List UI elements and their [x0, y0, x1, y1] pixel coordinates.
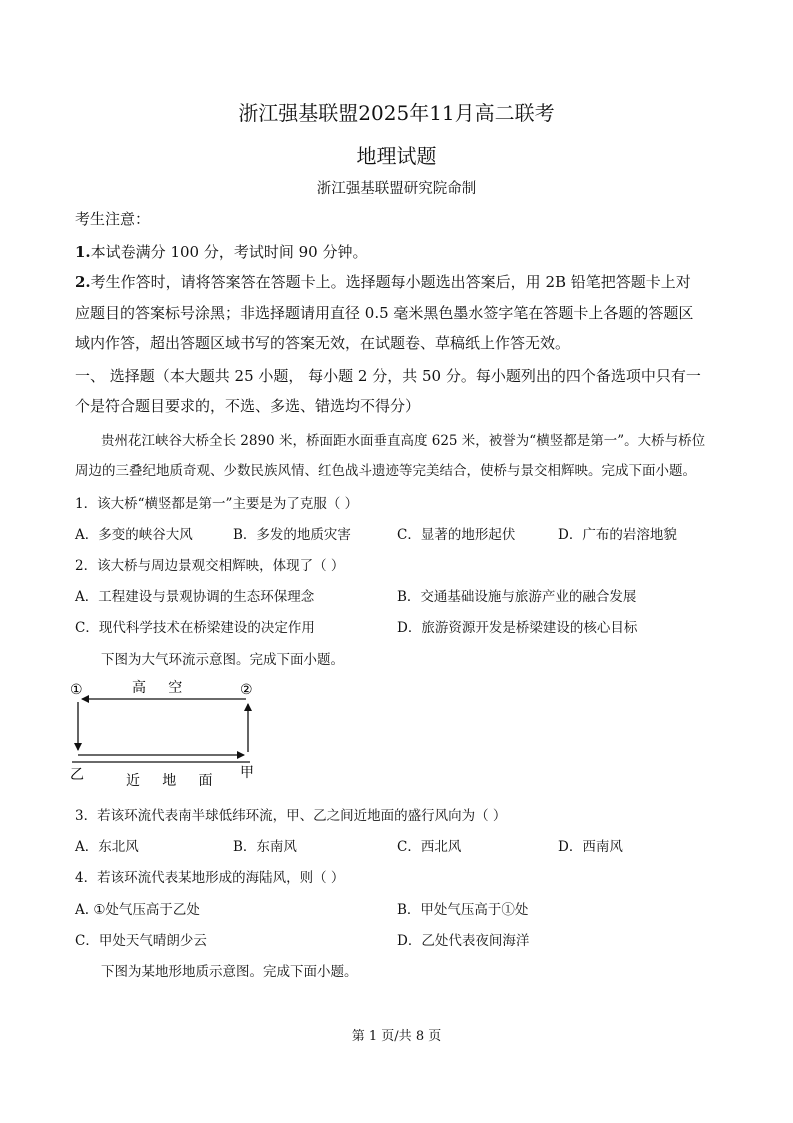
circulation-intro: 下图为大气环流示意图。完成下面小题。 [101, 652, 344, 668]
upper-air-label: 高 空 [132, 680, 183, 696]
notice-item-2-number: 2. [75, 273, 91, 291]
page-footer: 第 1 页/共 8 页 [351, 1029, 442, 1044]
question-3-stem: 3．若该环流代表南半球低纬环流，甲、乙之间近地面的盛行风向为（ ） [75, 808, 507, 824]
notice-item-1-number: 1. [75, 243, 91, 261]
section-1-heading-line-1: 一、 选择题（本大题共 25 小题， 每小题 2 分，共 50 分。每小题列出的四个备选项中只有一 [75, 367, 701, 385]
geology-intro: 下图为某地形地质示意图。完成下面小题。 [101, 964, 358, 980]
point-jia-label: 甲 [240, 765, 254, 781]
question-1-option-d[interactable]: D．广布的岩溶地貌 [558, 527, 677, 543]
exam-title: 浙江强基联盟2025年11月高二联考 [238, 101, 555, 125]
exam-subtitle: 地理试题 [356, 144, 437, 168]
point-yi-label: 乙 [70, 767, 84, 783]
question-1-option-c[interactable]: C．显著的地形起伏 [397, 527, 516, 543]
notice-item-2-line-1: 考生作答时，请将答案答在答题卡上。选择题每小题选出答案后，用 2B 铅笔把答题卡上对 [90, 273, 691, 291]
notice-item-2-line-2: 应题目的答案标号涂黑；非选择题请用直径 0.5 毫米黑色墨水签字笔在答题卡上各题的答题区 [75, 304, 694, 322]
question-3-option-b[interactable]: B．东南风 [233, 839, 297, 855]
question-4-option-d[interactable]: D．乙处代表夜间海洋 [397, 933, 530, 949]
exam-setter: 浙江强基联盟研究院命制 [316, 181, 477, 197]
notice-item-2 [75, 271, 691, 292]
question-2-option-d[interactable]: D．旅游资源开发是桥梁建设的核心目标 [397, 620, 638, 636]
question-4-stem: 4．若该环流代表某地形成的海陆风，则（ ） [75, 870, 345, 886]
notice-item-1-text: 本试卷满分 100 分，考试时间 90 分钟。 [90, 243, 368, 261]
question-4-option-a[interactable]: A. ①处气压高于乙处 [75, 902, 200, 918]
section-1-heading-line-2: 个是符合题目要求的，不选、多选、错选均不得分） [75, 397, 421, 415]
question-1-option-b[interactable]: B．多发的地质灾害 [233, 527, 351, 543]
question-2-option-a[interactable]: A．工程建设与景观协调的生态环保理念 [75, 589, 315, 605]
question-1-option-a[interactable]: A．多变的峡谷大风 [75, 527, 193, 543]
question-2-stem: 2．该大桥与周边景观交相辉映，体现了（ ） [75, 558, 345, 574]
notice-item-2-line-3: 域内作答，超出答题区域书写的答案无效，在试题卷、草稿纸上作答无效。 [75, 334, 571, 352]
question-3-option-d[interactable]: D．西南风 [558, 839, 623, 855]
question-3-option-c[interactable]: C．西北风 [397, 839, 462, 855]
point-2-label: ② [240, 682, 253, 698]
point-1-label: ① [70, 682, 83, 698]
question-2-option-b[interactable]: B．交通基础设施与旅游产业的融合发展 [397, 589, 637, 605]
question-1-stem: 1．该大桥“横竖都是第一”主要是为了克服（ ） [75, 496, 359, 512]
question-4-option-b[interactable]: B．甲处气压高于①处 [397, 902, 529, 918]
atmospheric-circulation-diagram [60, 672, 280, 792]
question-2-option-c[interactable]: C．现代科学技术在桥梁建设的决定作用 [75, 620, 315, 636]
passage-1-line-1: 贵州花江峡谷大桥全长 2890 米，桥面距水面垂直高度 625 米，被誉为“横竖都是第一”。大桥与桥位 [101, 433, 706, 449]
notice-item-1 [75, 241, 367, 262]
surface-label: 近 地 面 [126, 773, 213, 789]
notice-heading: 考生注意： [75, 210, 151, 228]
passage-1-line-2: 周边的三叠纪地质奇观、少数民族风情、红色战斗遗迹等完美结合，使桥与景交相辉映。完成下面小题。 [75, 463, 696, 479]
question-3-option-a[interactable]: A．东北风 [75, 839, 139, 855]
question-4-option-c[interactable]: C．甲处天气晴朗少云 [75, 933, 207, 949]
